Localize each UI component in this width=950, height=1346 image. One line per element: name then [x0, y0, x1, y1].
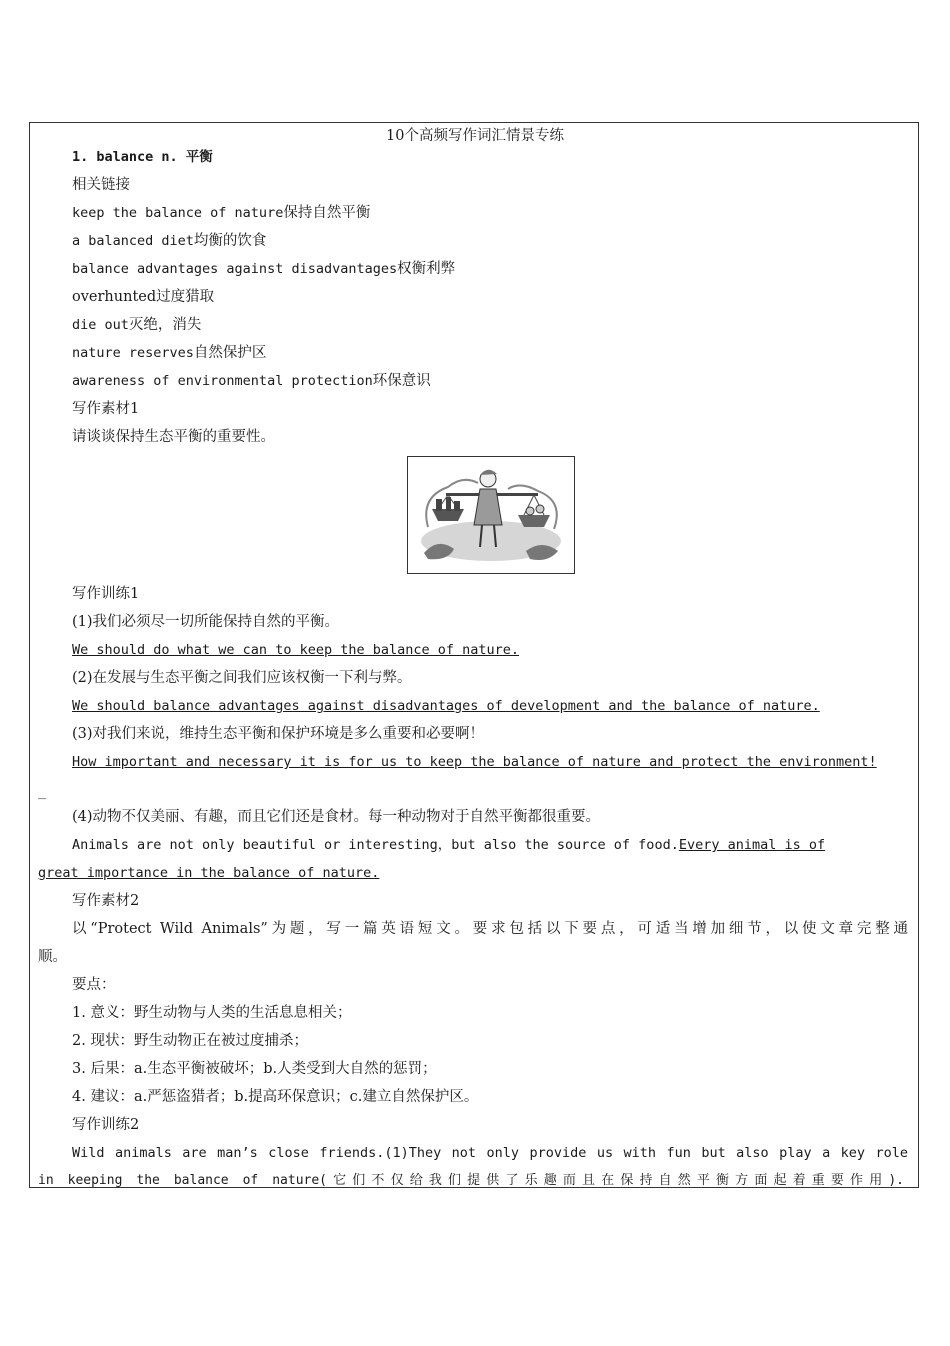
- related-links-label: 相关链接: [72, 177, 130, 193]
- question-2: (2)在发展与生态平衡之间我们应该权衡一下利与弊。: [72, 670, 412, 686]
- material1-label: 写作素材1: [72, 401, 140, 417]
- question-3: (3)对我们来说，维持生态平衡和保护环境是多么重要和必要啊！: [72, 726, 485, 742]
- phrase-item: nature reserves自然保护区: [72, 345, 267, 361]
- answer-4-line-1: [72, 836, 906, 854]
- answer-3: How important and necessary it is for us to keep the balance of nature and protect the environment!: [72, 754, 877, 770]
- girl-balancing-scale-illustration: [408, 457, 574, 573]
- material2-text-line-1: 以“Protect Wild Animals”为题，写一篇英语短文。要求包括以下要点，可适当增加细节，以使文章完整通: [72, 921, 908, 937]
- training2-text-line-2: in keeping the balance of nature(它们不仅给我们提供了乐趣而且在保持自然平衡方面起着重要作用).: [38, 1173, 904, 1188]
- point-item: 4. 建议：a.严惩盗猎者；b.提高环保意识；c.建立自然保护区。: [72, 1089, 479, 1105]
- question-1: (1)我们必须尽一切所能保持自然的平衡。: [72, 614, 340, 630]
- material1-text: 请谈谈保持生态平衡的重要性。: [72, 429, 275, 445]
- phrase-item: balance advantages against disadvantages权衡利弊: [72, 261, 456, 277]
- point-item: 3. 后果：a.生态平衡被破坏；b.人类受到大自然的惩罚；: [72, 1061, 437, 1077]
- phrase-item: a balanced diet均衡的饮食: [72, 233, 267, 249]
- training2-label: 写作训练2: [72, 1117, 140, 1133]
- answer-4-underlined: Every animal is of: [678, 837, 826, 853]
- answer-4-line-2: great importance in the balance of nature.: [38, 865, 380, 881]
- training2-text-line-1: Wild animals are man’s close friends.(1)They not only provide us with fun but also play a key role: [72, 1145, 908, 1161]
- points-label: 要点：: [72, 977, 116, 993]
- material2-text-line-2: 顺。: [38, 949, 67, 965]
- question-4: (4)动物不仅美丽、有趣，而且它们还是食材。每一种动物对于自然平衡都很重要。: [72, 809, 601, 825]
- material2-label: 写作素材2: [72, 893, 140, 909]
- phrase-item: keep the balance of nature保持自然平衡: [72, 205, 371, 221]
- point-item: 2. 现状：野生动物正在被过度捕杀；: [72, 1033, 308, 1049]
- phrase-item: awareness of environmental protection环保意识: [72, 373, 431, 389]
- phrase-item: die out灭绝，消失: [72, 317, 202, 333]
- balance-illustration: [407, 456, 575, 574]
- answer-2: We should balance advantages against disadvantages of development and the balance of nature.: [72, 698, 820, 714]
- phrase-item: overhunted过度猎取: [72, 289, 215, 305]
- point-item: 1. 意义：野生动物与人类的生活息息相关；: [72, 1005, 352, 1021]
- page-title: 10个高频写作词汇情景专练: [386, 128, 564, 144]
- answer-3-tail: _: [38, 784, 47, 800]
- answer-4-plain: Animals are not only beautiful or interesting，but also the source of food.: [72, 837, 679, 853]
- word-heading: 1. balance n. 平衡: [72, 149, 213, 165]
- answer-1: We should do what we can to keep the balance of nature.: [72, 642, 520, 658]
- training1-label: 写作训练1: [72, 586, 140, 602]
